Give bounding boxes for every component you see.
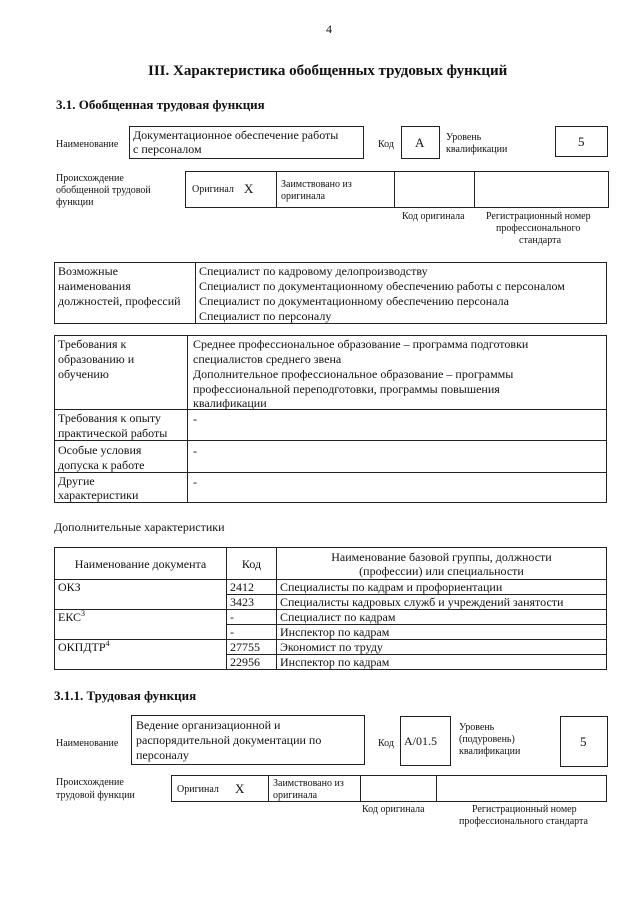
divider [195,262,196,324]
tf-code-original-label: Код оригинала [362,804,425,815]
doc-cell [55,655,227,670]
tf-level-value: 5 [580,734,587,749]
gtf-reg-label-3: стандарта [519,235,562,246]
req-label: образованию и [58,352,135,366]
gtf-name-label: Наименование [56,139,119,150]
tf-level-label: (подуровень) [459,734,515,745]
code-cell: 27755 [227,640,277,655]
req-value: - [193,444,197,458]
tf-heading: 3.1.1. Трудовая функция [54,688,197,703]
req-label: обучению [58,367,109,381]
req-label: Требования к опыту [58,411,161,425]
gtf-original-label: Оригинал [192,184,234,195]
req-value: Среднее профессиональное образование – программа подготовки [193,337,529,351]
tf-code-value: A/01.5 [404,734,437,748]
gtf-code-value: A [415,135,425,150]
position-item: Специалист по персоналу [199,309,332,323]
name-cell: Специалисты кадровых служб и учреждений занятости [277,595,607,610]
gtf-reg-label-1: Регистрационный номер [486,211,591,222]
divider [436,775,437,802]
table-row [55,595,607,610]
gtf-origin-label-1: Происхождение [56,173,124,184]
tf-name-line: персоналу [136,748,189,762]
footnote-ref: 4 [105,639,110,648]
header-name-line-1: Наименование базовой группы, должности [331,549,552,564]
header-name [277,548,607,580]
tf-name-line: Ведение организационной и [136,718,281,732]
divider [54,472,607,473]
table-header-row [55,548,607,580]
tf-name-line: распорядительной документации по [136,733,322,747]
tf-level-label: квалификации [459,746,521,757]
table-row [55,655,607,670]
position-item: Специалист по документационному обеспечению работы с персоналом [199,279,565,293]
gtf-borrowed-label-2: оригинала [281,191,326,202]
req-label: допуска к работе [58,458,145,472]
header-code: Код [227,548,277,580]
tf-reg-label: Регистрационный номер [472,804,577,815]
tf-borrowed-label: оригинала [273,790,318,801]
position-item: Специалист по кадровому делопроизводству [199,264,428,278]
req-label: Требования к [58,337,127,351]
name-cell: Специалисты по кадрам и профориентации [277,580,607,595]
additional-title: Дополнительные характеристики [54,520,225,534]
table-row [55,625,607,640]
req-value: профессиональной переподготовки, программы повышения [193,382,500,396]
divider [54,440,607,441]
divider [187,335,188,503]
name-cell: Инспектор по кадрам [277,625,607,640]
doc-cell [55,595,227,610]
gtf-reg-label-2: профессионального [496,223,581,234]
tf-code-label: Код [378,738,394,749]
doc-cell: ЕКС$^3$ [55,610,227,625]
tf-name-label: Наименование [56,738,119,749]
code-cell: - [227,625,277,640]
table-row [55,640,607,655]
doc-cell: ОКПДТР$^4$ [55,640,227,655]
divider [394,171,395,208]
gtf-level-label-1: Уровень [446,132,482,143]
divider [474,171,475,208]
code-cell: 2412 [227,580,277,595]
positions-label-2: наименования [58,279,131,293]
header-name-line-2: (профессии) или специальности [359,563,524,578]
doc-cell [55,625,227,640]
tf-original-label: Оригинал [177,784,219,795]
gtf-name-line-1: Документационное обеспечение работы [133,128,339,142]
header-doc: Наименование документа [55,548,227,580]
req-value: специалистов среднего звена [193,352,342,366]
req-value: квалификации [193,396,267,410]
name-cell: Инспектор по кадрам [277,655,607,670]
gtf-code-label: Код [378,139,394,150]
positions-label-1: Возможные [58,264,118,278]
gtf-code-original-label: Код оригинала [402,211,465,222]
tf-original-mark: X [235,781,245,796]
gtf-level-value: 5 [578,134,585,149]
table-row [55,610,607,625]
position-item: Специалист по документационному обеспечению персонала [199,294,509,308]
page-number: 4 [326,22,332,36]
additional-table [54,547,607,670]
code-cell: 3423 [227,595,277,610]
table-row [55,580,607,595]
divider [276,171,277,208]
code-cell: 22956 [227,655,277,670]
req-label: Другие [58,474,95,488]
tf-reg-label: профессионального стандарта [459,816,588,827]
section-title: III. Характеристика обобщенных трудовых функций [148,63,508,79]
req-value: Дополнительное профессиональное образование – программы [193,367,514,381]
footnote-ref: 3 [81,609,86,618]
gtf-origin-label-2: обобщенной трудовой [56,185,151,196]
doc-cell: ОКЗ [55,580,227,595]
req-value: - [193,475,197,489]
divider [54,409,607,410]
req-label: практической работы [58,426,168,440]
tf-level-label: Уровень [459,722,495,733]
gtf-borrowed-label-1: Заимствовано из [281,179,352,190]
req-label: Особые условия [58,443,142,457]
req-value: - [193,412,197,426]
positions-label-3: должностей, профессий [58,294,181,308]
req-label: характеристики [58,488,139,502]
gtf-origin-label-3: функции [56,197,94,208]
divider [360,775,361,802]
tf-origin-label: трудовой функции [56,790,135,801]
tf-borrowed-label: Заимствовано из [273,778,344,789]
name-cell: Экономист по труду [277,640,607,655]
gtf-heading: 3.1. Обобщенная трудовая функция [56,97,265,112]
gtf-level-label-2: квалификации [446,144,508,155]
name-cell: Специалист по кадрам [277,610,607,625]
tf-origin-label: Происхождение [56,777,124,788]
divider [268,775,269,802]
code-cell: - [227,610,277,625]
gtf-original-mark: X [244,181,254,196]
gtf-name-line-2: с персоналом [133,142,202,156]
